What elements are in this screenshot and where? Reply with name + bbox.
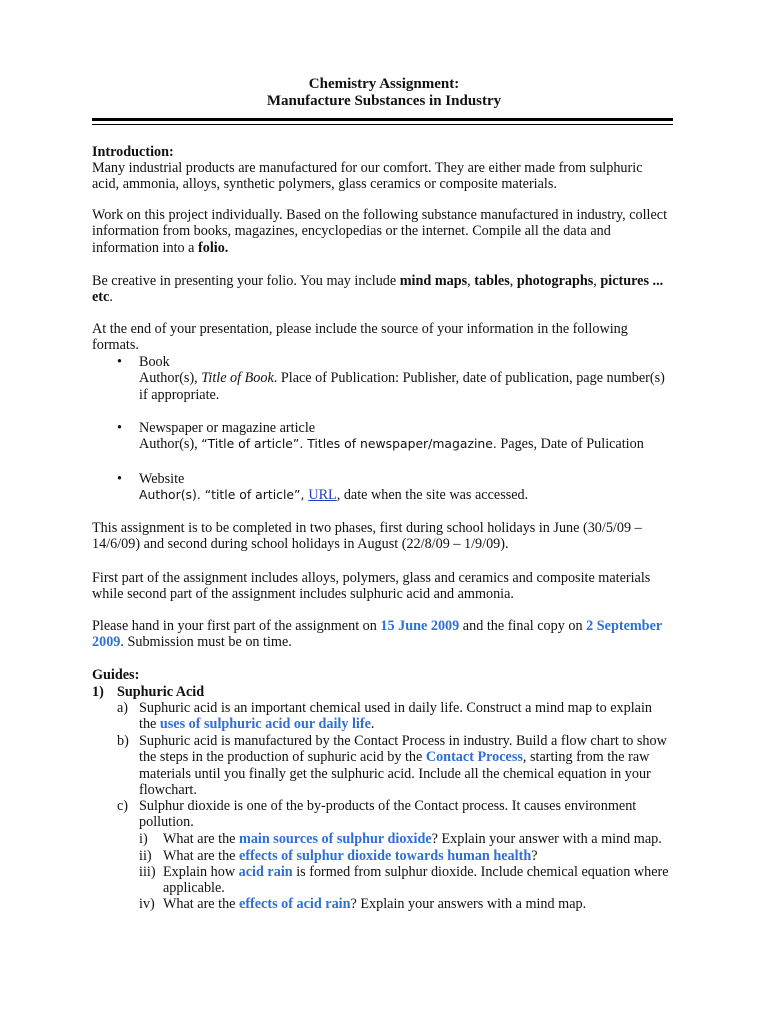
mind-maps-bold: mind maps: [399, 273, 468, 289]
item-a-label: a): [117, 700, 129, 716]
intro-p2-line1: Work on this project individually. Based on the following substance manufactured in industry, collect: [92, 207, 668, 223]
url-link[interactable]: URL: [308, 487, 337, 504]
photographs-bold: photographs: [516, 273, 594, 289]
item-iv-text: What are the: [163, 896, 240, 912]
intro-heading: Introduction:: [92, 144, 174, 160]
item-b: [139, 733, 684, 798]
item-iii: [163, 864, 683, 897]
guides-heading: Guides:: [92, 667, 140, 683]
item-c-label: c): [117, 798, 129, 814]
intro-p2-line2: information from books, magazines, encyclopedias or the internet. Compile all the data and: [92, 223, 611, 240]
handin-line2: [92, 634, 682, 650]
acid-rain: acid rain: [238, 864, 293, 880]
item-b-end: , starting from the raw: [522, 749, 650, 766]
item-iii-label: iii): [139, 864, 156, 880]
parts-line1: First part of the assignment includes alloys, polymers, glass and ceramics and composite materials: [92, 570, 651, 586]
comma-1: ,: [467, 273, 475, 289]
format-book: [139, 354, 679, 403]
item-i-end: ? Explain your answer with a mind map.: [431, 831, 662, 847]
newspaper-author: Author(s),: [139, 436, 202, 453]
item-c: [139, 798, 684, 831]
contact-process: Contact Process: [425, 749, 523, 766]
item-iii-rest: is formed from sulphur dioxide. Include chemical equation where: [292, 864, 669, 880]
item-iii-line1: [163, 864, 683, 880]
book-rest: . Place of Publication: Publisher, date of publication, page number(s): [273, 370, 665, 387]
item-b-line3: materials until you finally get the sulphuric acid. Include all the chemical equation in your: [139, 765, 651, 782]
item-a-line2: [139, 716, 684, 732]
book-author: Author(s),: [139, 370, 202, 387]
item-b-line4: flowchart.: [139, 781, 197, 798]
pictures-bold: pictures ...: [600, 273, 664, 289]
date-2-september: 2 September: [586, 618, 663, 634]
effects-sulphur-dioxide-health: effects of sulphur dioxide towards human health: [239, 848, 532, 864]
phases-line2: 14/6/09) and second during school holidays in August (22/8/09 – 1/9/09).: [92, 536, 509, 553]
item-iii-line2: applicable.: [163, 880, 225, 897]
item-ii-text: What are the: [163, 848, 240, 864]
intro-p4-line2: formats.: [92, 337, 139, 354]
website-label: Website: [139, 471, 185, 487]
newspaper-label: Newspaper or magazine article: [139, 420, 316, 436]
newspaper-line: [139, 436, 679, 452]
intro-p2-text: information into a: [92, 239, 198, 256]
bullet-book: •: [117, 354, 122, 370]
item-b-text: the steps in the production of suphuric acid by the: [139, 749, 426, 766]
intro-p3-line2: [92, 289, 682, 305]
item-iii-text: Explain how: [163, 864, 239, 880]
item-iv-label: iv): [139, 896, 155, 912]
main-sources-sulphur-dioxide: main sources of sulphur dioxide: [239, 831, 432, 847]
item-a-text: the: [139, 716, 160, 733]
item-i: [163, 831, 683, 847]
etc-bold: etc: [92, 289, 110, 306]
date-15-june: 15 June 2009: [380, 618, 460, 634]
item-b-label: b): [117, 733, 129, 749]
intro-paragraph-2: [92, 207, 682, 256]
item-a: [139, 700, 684, 733]
item-ii-end: ?: [531, 848, 538, 864]
intro-p4-line1: At the end of your presentation, please include the source of your information in the following: [92, 321, 628, 337]
parts-line2: while second part of the assignment includes sulphuric acid and ammonia.: [92, 586, 514, 603]
item-c-line2: pollution.: [139, 814, 194, 831]
title-rule-thick: [92, 118, 673, 121]
bullet-website: •: [117, 471, 122, 487]
bullet-newspaper: •: [117, 420, 122, 436]
phases-line1: This assignment is to be completed in two phases, first during school holidays in June (30/5/09 –: [92, 520, 642, 536]
item-ii: [163, 848, 683, 864]
uses-of-sulphuric-acid: uses of sulphuric acid our daily life: [159, 716, 371, 733]
intro-paragraph-1: [92, 160, 682, 193]
item-iv-end: ? Explain your answers with a mind map.: [350, 896, 587, 912]
comma-3: ,: [593, 273, 601, 289]
book-line-1: [139, 370, 679, 386]
handin-text-b: and the final copy on: [459, 618, 587, 634]
item-i-text: What are the: [163, 831, 240, 847]
format-newspaper: [139, 420, 679, 453]
book-label: Book: [139, 354, 170, 370]
intro-p3-text: Be creative in presenting your folio. You may include: [92, 273, 400, 289]
title-line-2: Manufacture Substances in Industry: [266, 93, 502, 109]
book-title-italic: Title of Book: [201, 370, 274, 387]
website-author: Author(s). “title of article”,: [139, 487, 309, 503]
folio-bold: folio.: [198, 239, 229, 256]
effects-of-acid-rain: effects of acid rain: [239, 896, 351, 912]
intro-paragraph-3: [92, 273, 682, 306]
tables-bold: tables: [474, 273, 510, 289]
newspaper-title: “Title of article”. Titles of newspaper/magazine.: [201, 436, 497, 452]
item-a-line1: Suphuric acid is an important chemical used in daily life. Construct a mind map to explain: [139, 700, 652, 716]
newspaper-rest: Pages, Date of Pulication: [496, 436, 644, 453]
item-a-end: .: [370, 716, 375, 733]
handin-paragraph: [92, 618, 682, 651]
handin-text-c: . Submission must be on time.: [120, 634, 292, 651]
website-line: [139, 487, 679, 503]
item-c-line1: Sulphur dioxide is one of the by-products of the Contact process. It causes environment: [139, 798, 637, 814]
book-line-2: if appropriate.: [139, 386, 220, 403]
date-2009: 2009: [92, 634, 121, 651]
title-line-1: Chemistry Assignment:: [308, 76, 460, 92]
intro-p3-line1: [92, 273, 682, 289]
intro-p1-line2: acid, ammonia, alloys, synthetic polymers, glass ceramics or composite materials.: [92, 176, 557, 193]
title-rule-thin: [92, 124, 673, 125]
etc-dot: .: [109, 289, 113, 306]
item-b-line2: [139, 749, 684, 765]
format-website: [139, 471, 679, 504]
comma-2: ,: [509, 273, 517, 289]
item-ii-label: ii): [139, 848, 152, 864]
phases-paragraph: [92, 520, 682, 553]
handin-line1: [92, 618, 682, 634]
guide-number-1: 1): [92, 684, 104, 700]
item-iv: [163, 896, 683, 912]
handin-text-a: Please hand in your first part of the assignment on: [92, 618, 381, 634]
item-i-label: i): [139, 831, 148, 847]
intro-paragraph-4: [92, 321, 682, 354]
guide-heading-sulphuric-acid: Suphuric Acid: [117, 684, 205, 700]
website-rest: , date when the site was accessed.: [336, 487, 529, 504]
intro-p2-line3: [92, 240, 682, 256]
parts-paragraph: [92, 570, 682, 603]
item-b-line1: Suphuric acid is manufactured by the Contact Process in industry. Build a flow chart to show: [139, 733, 667, 749]
intro-p1-line1: Many industrial products are manufactured for our comfort. They are either made from sulphuric: [92, 160, 643, 176]
